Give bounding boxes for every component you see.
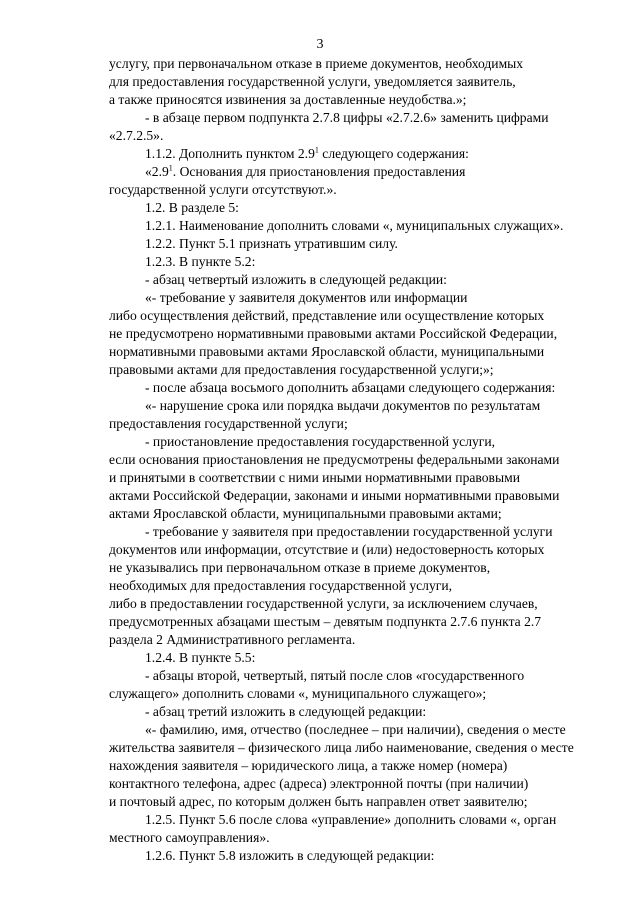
text-line: либо в предоставлении государственной услуги, за исключением случаев, xyxy=(109,596,538,611)
superscript: 1 xyxy=(314,145,319,155)
text-line: документов или информации, отсутствие и (или) недостоверность которых xyxy=(109,542,545,557)
text-line: 1.2.2. Пункт 5.1 признать утратившим силу. xyxy=(145,236,398,251)
text-line: 1.2.1. Наименование дополнить словами «, муниципальных служащих». xyxy=(145,218,564,233)
text-line: служащего» дополнить словами «, муниципального служащего»; xyxy=(109,686,487,701)
text-line: не предусмотрено нормативными правовыми актами Российской Федерации, xyxy=(109,326,558,341)
text-line: - требование у заявителя при предоставлении государственной услуги xyxy=(145,524,553,539)
text-line: местного самоуправления». xyxy=(109,830,270,845)
text-line: актами Ярославской области, муниципальными правовыми актами; xyxy=(109,506,502,521)
text-line: «- нарушение срока или порядка выдачи документов по результатам xyxy=(145,398,541,413)
text-line: 1.1.2. Дополнить пунктом $2.9^1$ следующего содержания: xyxy=(145,145,469,161)
text-line: 1.2.6. Пункт 5.8 изложить в следующей редакции: xyxy=(145,848,435,863)
text-line: «- требование у заявителя документов или информации xyxy=(145,290,468,305)
text-line: а также приносятся извинения за доставленные неудобства.»; xyxy=(109,92,467,107)
text-line: предоставления государственной услуги; xyxy=(109,416,348,431)
text-line: 1.2.4. В пункте 5.5: xyxy=(145,650,256,665)
text-line: нормативными правовыми актами Ярославской области, муниципальными xyxy=(109,344,545,359)
text-line: для предоставления государственной услуги, уведомляется заявитель, xyxy=(109,74,516,89)
text-line: актами Российской Федерации, законами и иными нормативными правовыми xyxy=(109,488,560,503)
text-line: - после абзаца восьмого дополнить абзацами следующего содержания: xyxy=(145,380,556,395)
text-line: - абзац третий изложить в следующей редакции: xyxy=(145,704,427,719)
text-line: контактного телефона, адрес (адреса) электронной почты (при наличии) xyxy=(109,776,529,791)
text-line: - в абзаце первом подпункта 2.7.8 цифры «2.7.2.6» заменить цифрами xyxy=(145,110,549,125)
text-line: «2.7.2.5». xyxy=(109,128,164,143)
text-line: 1.2. В разделе 5: xyxy=(145,200,239,215)
text-line: - абзацы второй, четвертый, пятый после слов «государственного xyxy=(145,668,525,683)
text-line: нахождения заявителя – юридического лица, а также номер (номера) xyxy=(109,758,508,773)
text-line: жительства заявителя – физического лица либо наименование, сведения о месте xyxy=(109,740,574,755)
text-line: и принятыми в соответствии с ними иными нормативными правовыми xyxy=(109,470,520,485)
text-line: раздела 2 Административного регламента. xyxy=(109,632,356,647)
text-line: необходимых для предоставления государственной услуги, xyxy=(109,578,453,593)
superscript: 1 xyxy=(168,163,173,173)
text-line: и почтовый адрес, по которым должен быть направлен ответ заявителю; xyxy=(109,794,528,809)
text-line: предусмотренных абзацами шестым – девятым подпункта 2.7.6 пункта 2.7 xyxy=(109,614,542,629)
text-line: правовыми актами для предоставления государственной услуги;»; xyxy=(109,362,494,377)
text-line: услугу, при первоначальном отказе в приеме документов, необходимых xyxy=(109,56,524,71)
text-line: либо осуществления действий, представление или осуществление которых xyxy=(109,308,545,323)
text-line: 1.2.3. В пункте 5.2: xyxy=(145,254,256,269)
text-line: если основания приостановления не предусмотрены федеральными законами xyxy=(109,452,560,467)
text-line: государственной услуги отсутствуют.». xyxy=(109,182,337,197)
text-line: 1.2.5. Пункт 5.6 после слова «управление» дополнить словами «, орган xyxy=(145,812,557,827)
text-line: - приостановление предоставления государственной услуги, xyxy=(145,434,496,449)
text-line: «$2.9^1$. Основания для приостановления предоставления xyxy=(145,163,466,179)
text-line: не указывались при первоначальном отказе в приеме документов, xyxy=(109,560,491,575)
page-number: 3 xyxy=(316,37,324,52)
text-line: «- фамилию, имя, отчество (последнее – при наличии), сведения о месте xyxy=(145,722,566,737)
text-line: - абзац четвертый изложить в следующей редакции: xyxy=(145,272,447,287)
